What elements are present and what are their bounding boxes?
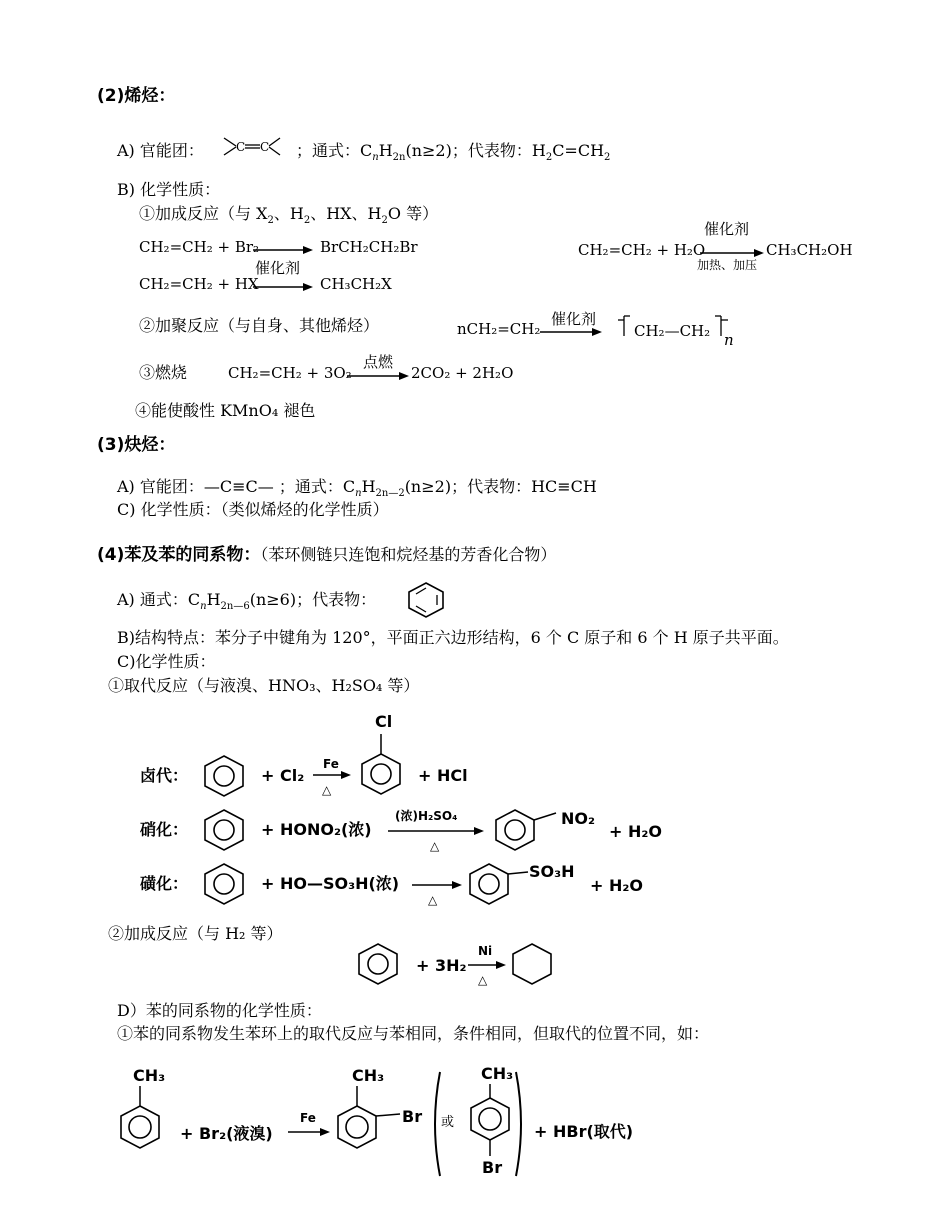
p-bromotoluene-icon (467, 1084, 513, 1164)
arrow-icon (468, 960, 508, 970)
sulfonation-substituent: SO₃H (529, 862, 575, 881)
reaction-br2-right: BrCH₂CH₂Br (320, 238, 418, 256)
combustion-right: 2CO₂ + 2H₂O (411, 364, 514, 382)
kmno4-line: ④能使酸性 KMnO₄ 褪色 (135, 401, 316, 420)
combustion-title: ③燃烧 (139, 363, 188, 382)
homolog-title: D）苯的同系物的化学性质： (117, 1001, 322, 1020)
nitration-label: 硝化： (140, 820, 189, 839)
alkyne-general-formula: A) 官能团：—C≡C— ；通式：$C_nH_{2n—2}(n\ge 2)$；代表物：HC≡CH (117, 477, 597, 499)
halogenation-product: + HCl (418, 766, 468, 785)
nitration-reagent: + HONO₂(浓) (261, 820, 372, 839)
alkene-heading: (2)烯烃： (97, 86, 176, 106)
sulfonation-product: + H₂O (590, 876, 643, 895)
alkene-addition-title: ①加成反应（与 $X_2$、$H_2$、HX、$H_2O$ 等） (139, 204, 439, 226)
toluene-reagent: + Br₂(液溴) (180, 1124, 273, 1143)
reaction-br2-left: CH₂=CH₂ + Br₂ (139, 238, 260, 256)
arrow-icon (313, 770, 353, 780)
alkene-general-formula: ；通式：$C_nH_{2n}(n\ge 2)$；代表物：$H_2C=CH_2$ (296, 141, 611, 163)
halogenation-substituent: Cl (375, 712, 393, 731)
sulfonation-label: 磺化： (140, 874, 189, 893)
arrow-icon (388, 826, 486, 836)
heat-icon: △ (430, 839, 440, 853)
alkene-a-prefix: A) 官能团： (117, 141, 204, 160)
hydrogenation-condition: Ni (478, 944, 493, 958)
benzene-ring-icon (203, 808, 245, 852)
nitration-condition: (浓)H₂SO₄ (395, 809, 458, 823)
arrow-icon (253, 245, 315, 255)
halogenation-condition: Fe (323, 757, 339, 771)
substitution-title: ①取代反应（与液溴、HNO₃、H₂SO₄ 等） (108, 676, 420, 695)
heat-icon: △ (428, 893, 438, 907)
halogenation-label: 卤代： (140, 766, 189, 785)
reaction-water-right: CH₃CH₂OH (766, 241, 853, 259)
nitrobenzene-icon (494, 808, 562, 852)
halogenation-reagent: + Cl₂ (261, 766, 305, 785)
sulfonation-reagent: + HO—SO₃H(浓) (261, 874, 400, 893)
svg-text:C: C (260, 140, 270, 154)
chlorobenzene-icon (359, 732, 403, 800)
o-bromotoluene-icon (334, 1086, 406, 1152)
arrow-icon (253, 282, 315, 292)
polymerization-left: nCH₂=CH₂ (457, 320, 541, 338)
double-bond-icon (222, 136, 282, 158)
polymerization-title: ②加聚反应（与自身、其他烯烃） (139, 316, 380, 335)
svg-text:C: C (236, 140, 246, 154)
heat-icon: △ (322, 783, 332, 797)
reaction-hx-right: CH₃CH₂X (320, 275, 392, 293)
polymerization-catalyst: 催化剂 (551, 310, 597, 328)
benzene-ring-icon (203, 754, 245, 798)
arrow-icon (412, 880, 464, 890)
benzene-heading-line: (4)苯及苯的同系物：（苯环侧链只连饱和烷烃基的芳香化合物） (97, 545, 557, 565)
para-methyl: CH₃ (481, 1064, 514, 1083)
reaction-hx-left: CH₂=CH₂ + HX (139, 275, 259, 293)
heat-icon: △ (478, 973, 488, 987)
toluene-methyl: CH₃ (133, 1066, 166, 1085)
or-label: 或 (441, 1115, 455, 1130)
reaction-water-catalyst: 催化剂 (704, 220, 750, 238)
arrow-icon (540, 327, 604, 337)
combustion-left: CH₂=CH₂ + 3O₂ (228, 364, 352, 382)
toluene-product: + HBr(取代) (534, 1122, 634, 1141)
reaction-water-left: CH₂=CH₂ + H₂O (578, 241, 706, 259)
toluene-icon (117, 1086, 163, 1152)
benzene-general-formula: A) 通式：$C_nH_{2n—6}(n\ge 6)$；代表物： (117, 590, 377, 612)
benzene-c-line: C)化学性质： (117, 652, 216, 671)
ortho-bromine: Br (402, 1107, 423, 1126)
toluene-condition: Fe (300, 1111, 316, 1125)
arrow-icon (347, 371, 411, 381)
benzenesulfonic-acid-icon (468, 862, 530, 906)
polymerization-right: CH₂—CH₂ (634, 322, 711, 340)
nitration-substituent: NO₂ (561, 809, 595, 828)
homolog-description: ①苯的同系物发生苯环上的取代反应与苯相同，条件相同，但取代的位置不同，如： (117, 1024, 710, 1043)
combustion-condition: 点燃 (363, 353, 394, 371)
cyclohexane-icon (510, 942, 554, 986)
hydrogenation-title: ②加成反应（与 H₂ 等） (108, 924, 283, 943)
benzene-icon (406, 581, 446, 619)
alkene-b-label: B) 化学性质： (117, 180, 221, 199)
benzene-ring-icon (357, 942, 399, 986)
nitration-product: + H₂O (609, 822, 662, 841)
reaction-water-condition: 加热、加压 (697, 258, 758, 272)
hydrogenation-reagent: + 3H₂ (416, 956, 467, 975)
alkyne-c-line: C) 化学性质：（类似烯烃的化学性质） (117, 500, 389, 519)
reaction-hx-catalyst: 催化剂 (255, 259, 301, 277)
benzene-ring-icon (203, 862, 245, 906)
alkyne-heading: (3)炔烃： (97, 435, 176, 455)
polymerization-n: n (724, 331, 734, 349)
ortho-methyl: CH₃ (352, 1066, 385, 1085)
arrow-icon (288, 1127, 332, 1137)
para-bromine: Br (482, 1158, 503, 1177)
benzene-structure-line: B)结构特点：苯分子中键角为 120°，平面正六边形结构，6 个 C 原子和 6 个 H 原子共平面。 (117, 628, 789, 647)
